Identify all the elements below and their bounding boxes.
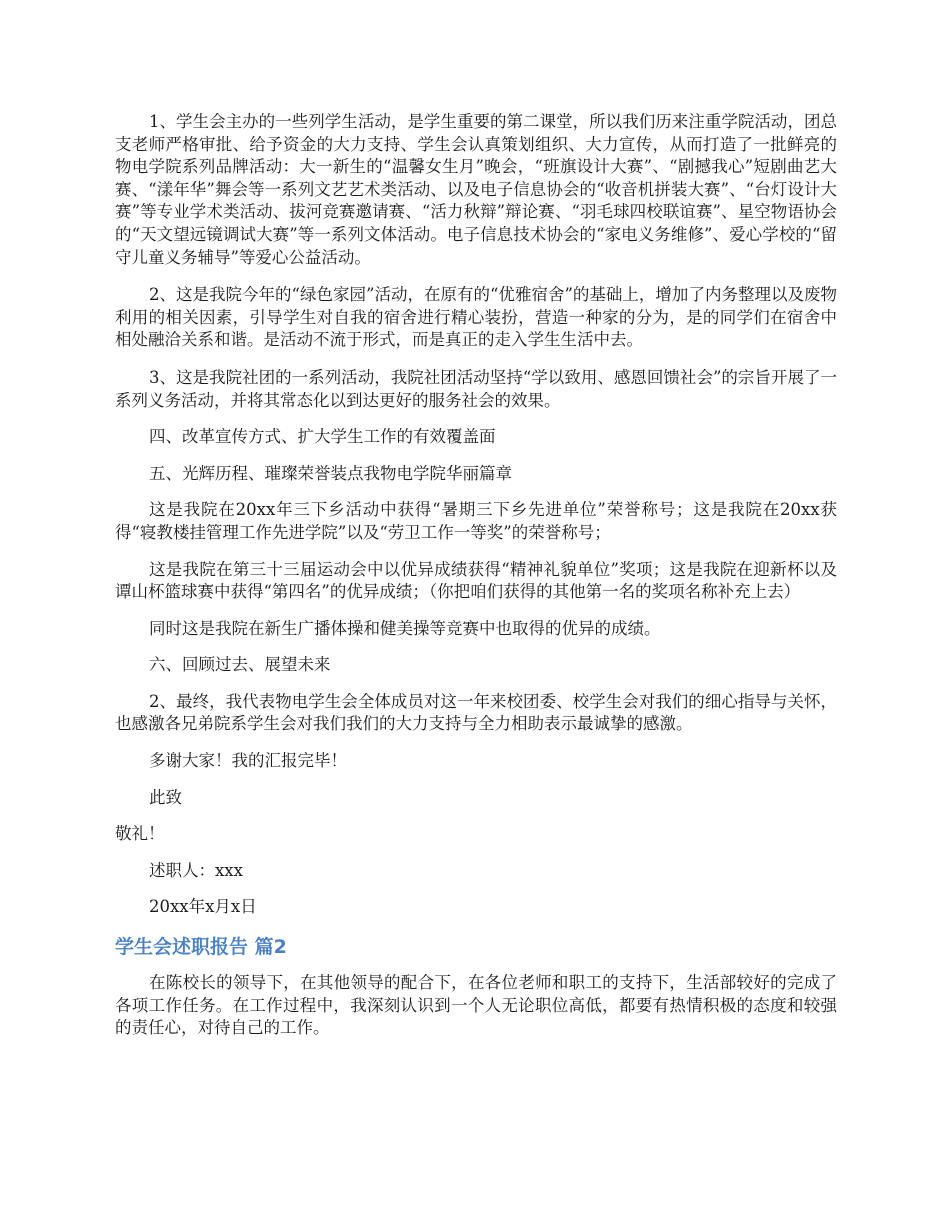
- signature-date: 20xx年x月x日: [149, 897, 257, 917]
- section-title-review: 六、回顾过去、展望未来: [149, 655, 331, 675]
- paragraph-club-activities: 3、这是我院社团的一系列活动，我院社团活动坚持“学以致用、感恩回馈社会”的宗旨开展了一系列义务活动，并将其常态化以到达更好的服务社会的效果。: [115, 367, 837, 410]
- paragraph-closing: 多谢大家！我的汇报完毕！: [149, 751, 347, 771]
- signature-reporter: 述职人：xxx: [149, 860, 243, 880]
- paragraph-life-department: 在陈校长的领导下，在其他领导的配合下，在各位老师和职工的支持下，生活部较好的完成了各项工作任务。在工作过程中，我深刻认识到一个人无论职位高低，都要有热情积极的态度和较强的责任心，对待自己的工作。: [115, 973, 837, 1038]
- section-title-honors: 五、光辉历程、璀璨荣誉装点我物电学院华丽篇章: [149, 463, 512, 483]
- paragraph-honor-sports: 这是我院在第三十三届运动会中以优异成绩获得“精神礼貌单位”奖项；这是我院在迎新杯以及谭山杯篮球赛中获得“第四名”的优异成绩；（你把咱们获得的其他第一名的奖项名称补充上去）: [115, 559, 837, 602]
- paragraph-thanks: 2、最终，我代表物电学生会全体成员对这一年来校团委、校学生会对我们的细心指导与关怀，也感激各兄弟院系学生会对我们我们的大力支持与全力相助表示最诚挚的感激。: [115, 691, 837, 734]
- paragraph-green-home: 2、这是我院今年的“绿色家园”活动，在原有的“优雅宿舍”的基础上，增加了内务整理以及废物利用的相关因素，引导学生对自我的宿舍进行精心装扮，营造一种家的分为，是的同学们在宿舍中相处融洽关系和谐。是活动不流于形式，而是真正的走入学生生活中去。: [115, 285, 837, 350]
- paragraph-honor-sanxiaxiang: 这是我院在20xx年三下乡活动中获得“暑期三下乡先进单位”荣誉称号；这是我院在20xx获得“寝教楼挂管理工作先进学院”以及“劳卫工作一等奖”的荣誉称号；: [115, 500, 837, 542]
- salutation-jingli: 敬礼！: [115, 824, 165, 844]
- section-title-publicity: 四、改革宣传方式、扩大学生工作的有效覆盖面: [149, 427, 496, 447]
- paragraph-honor-gymnastics: 同时这是我院在新生广播体操和健美操等竞赛中也取得的优异的成绩。: [149, 618, 661, 638]
- paragraph-student-activities: 1、学生会主办的一些列学生活动，是学生重要的第二课堂，所以我们历来注重学院活动，团总支老师严格审批、给予资金的大力支持、学生会认真策划组织、大力宣传，从而打造了一批鲜亮的物电学院系列品牌活动：大一新生的“温馨女生月”晚会，“班旗设计大赛”、“剧撼我心”短剧曲艺大赛、“漾年华”舞会等一系列文艺艺术类活动、以及电子信息协会的“收音机拼装大赛”、“台灯设计大赛”等专业学术类活动、拔河竞赛邀请赛、“活力秋辩”辩论赛、“羽毛球四校联谊赛”、星空物语协会的“天文望远镜调试大赛”等一系列文体活动。电子信息技术协会的“家电义务维修”、爱心学校的“留守儿童义务辅导”等爱心公益活动。: [115, 112, 837, 267]
- salutation-cizhi: 此致: [149, 787, 182, 807]
- section-heading-report-2: 学生会述职报告 篇2: [115, 936, 287, 959]
- document-page: [115, 111, 837, 1040]
